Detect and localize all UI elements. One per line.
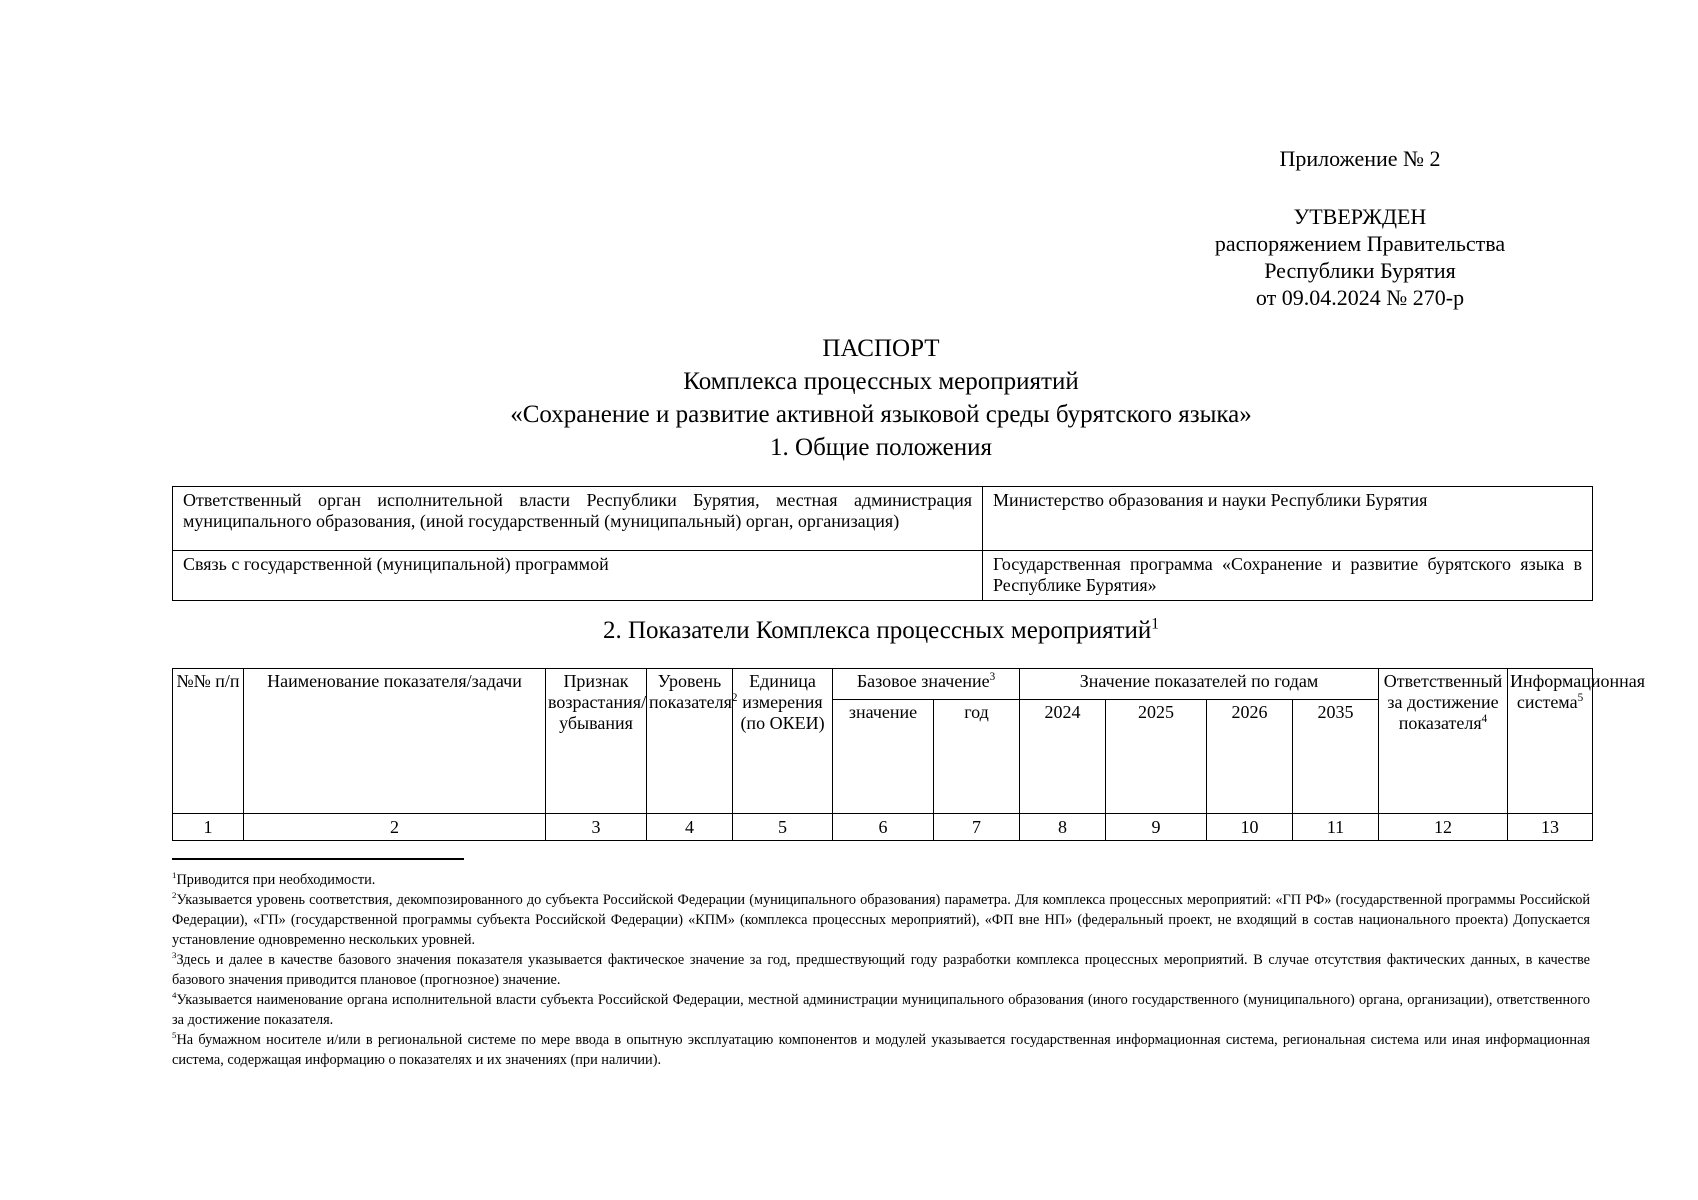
table-header-row <box>173 669 1593 700</box>
column-number-cell: 1 <box>173 814 244 841</box>
column-number-cell: 11 <box>1293 814 1379 841</box>
footnotes <box>172 870 1590 1070</box>
col-header-name: Наименование показателя/задачи <box>244 669 546 814</box>
col-header-year: 2035 <box>1293 700 1379 814</box>
footnote: $^1$Приводится при необходимости. <box>172 870 376 888</box>
column-number-cell: 13 <box>1508 814 1593 841</box>
general-provisions-table <box>172 486 1593 601</box>
column-number-cell: 7 <box>934 814 1020 841</box>
col-header-year: 2024 <box>1020 700 1106 814</box>
footnote: $^3$Здесь и далее в качестве базового значения показателя указывается фактическое значение за год, предшествующий году разработки комплекса процессных мероприятий. В случае отсутствия фактических данных, в качестве базового значения приводится плановое (прогнозное) значение. <box>172 950 1590 988</box>
col-header-responsible: Ответственный за достижение показателя$^4$ <box>1379 669 1508 814</box>
footnote: $^2$Указывается уровень соответствия, декомпозированного до субъекта Российской Федерации (муниципального образования) параметра. Для комплекса процессных мероприятий: «ГП РФ» (государственной программы Российской Федерации), «ГП» (государственной программы субъекта Российской Федерации) «КПМ» (комплекса процессных мероприятий), «ФП вне НП» (федеральный проект, не входящий в состав национального проекта) Допускается установление одновременно нескольких уровней. <box>172 890 1590 948</box>
col-header-unit: Единица измерения (по ОКЕИ) <box>733 669 833 814</box>
approval-line: УТВЕРЖДЕН <box>1293 204 1427 229</box>
table-row <box>173 814 1593 841</box>
section-heading-text: 2. Показатели Комплекса процессных мероприятий <box>602 617 1152 644</box>
approval-block <box>1190 203 1530 311</box>
col-header-base-year: год <box>934 700 1020 814</box>
col-header-level: Уровень показателя$^2$ <box>647 669 733 814</box>
column-number-cell: 2 <box>244 814 546 841</box>
table-cell-value: Министерство образования и науки Республики Бурятия <box>983 487 1593 551</box>
column-number-cell: 6 <box>833 814 934 841</box>
approval-line: от 09.04.2024 № 270-р <box>1255 285 1465 310</box>
column-number-cell: 12 <box>1379 814 1508 841</box>
column-number-cell: 8 <box>1020 814 1106 841</box>
table-row <box>173 551 1593 601</box>
col-header-info-system: Информационная система$^5$ <box>1508 669 1593 814</box>
section-heading-general: 1. Общие положения <box>770 434 992 461</box>
column-number-cell: 4 <box>647 814 733 841</box>
indicators-table <box>172 668 1646 841</box>
document-subtitle: «Сохранение и развитие активной языковой среды бурятского языка» <box>510 401 1252 428</box>
table-cell-label: Связь с государственной (муниципальной) программой <box>173 551 983 601</box>
col-header-base: Базовое значение$^3$ <box>833 669 1020 700</box>
document-subtitle: Комплекса процессных мероприятий <box>683 368 1079 395</box>
document-title-block <box>172 332 1590 464</box>
column-number-cell: 3 <box>546 814 647 841</box>
approval-line: распоряжением Правительства <box>1214 231 1506 256</box>
col-header-year: 2026 <box>1207 700 1293 814</box>
footnote: $^5$На бумажном носителе и/или в региональной системе по мере ввода в опытную эксплуатацию компонентов и модулей указывается государственная информационная система, региональная система или иная информационная система, содержащая информацию о показателях и их значениях (при наличии). <box>172 1030 1590 1068</box>
section-heading-indicators <box>172 615 1590 647</box>
col-header-years-group: Значение показателей по годам <box>1020 669 1379 700</box>
table-cell-label: Ответственный орган исполнительной власти Республики Бурятия, местная администрация муниципального образования, (иной государственный (муниципальный) орган, организация) <box>173 487 983 551</box>
footnote-ref: 1 <box>1151 615 1160 633</box>
col-header-num: №№ п/п <box>173 669 244 814</box>
col-header-trend: Признак возрастания/ убывания <box>546 669 647 814</box>
appendix-number: Приложение № 2 <box>1279 146 1441 171</box>
document-title: ПАСПОРТ <box>822 335 940 362</box>
column-number-cell: 9 <box>1106 814 1207 841</box>
table-cell-value: Государственная программа «Сохранение и развитие бурятского языка в Республике Бурятия» <box>983 551 1593 601</box>
table-row <box>173 487 1593 551</box>
col-header-base-value: значение <box>833 700 934 814</box>
column-number-cell: 10 <box>1207 814 1293 841</box>
footnote: $^4$Указывается наименование органа исполнительной власти субъекта Российской Федерации, местной администрации муниципального образования (иного государственного (муниципального) органа, организации), ответственного за достижение показателя. <box>172 990 1590 1028</box>
footnote-separator <box>172 858 464 860</box>
approval-line: Республики Бурятия <box>1264 258 1456 283</box>
col-header-year: 2025 <box>1106 700 1207 814</box>
column-number-cell: 5 <box>733 814 833 841</box>
